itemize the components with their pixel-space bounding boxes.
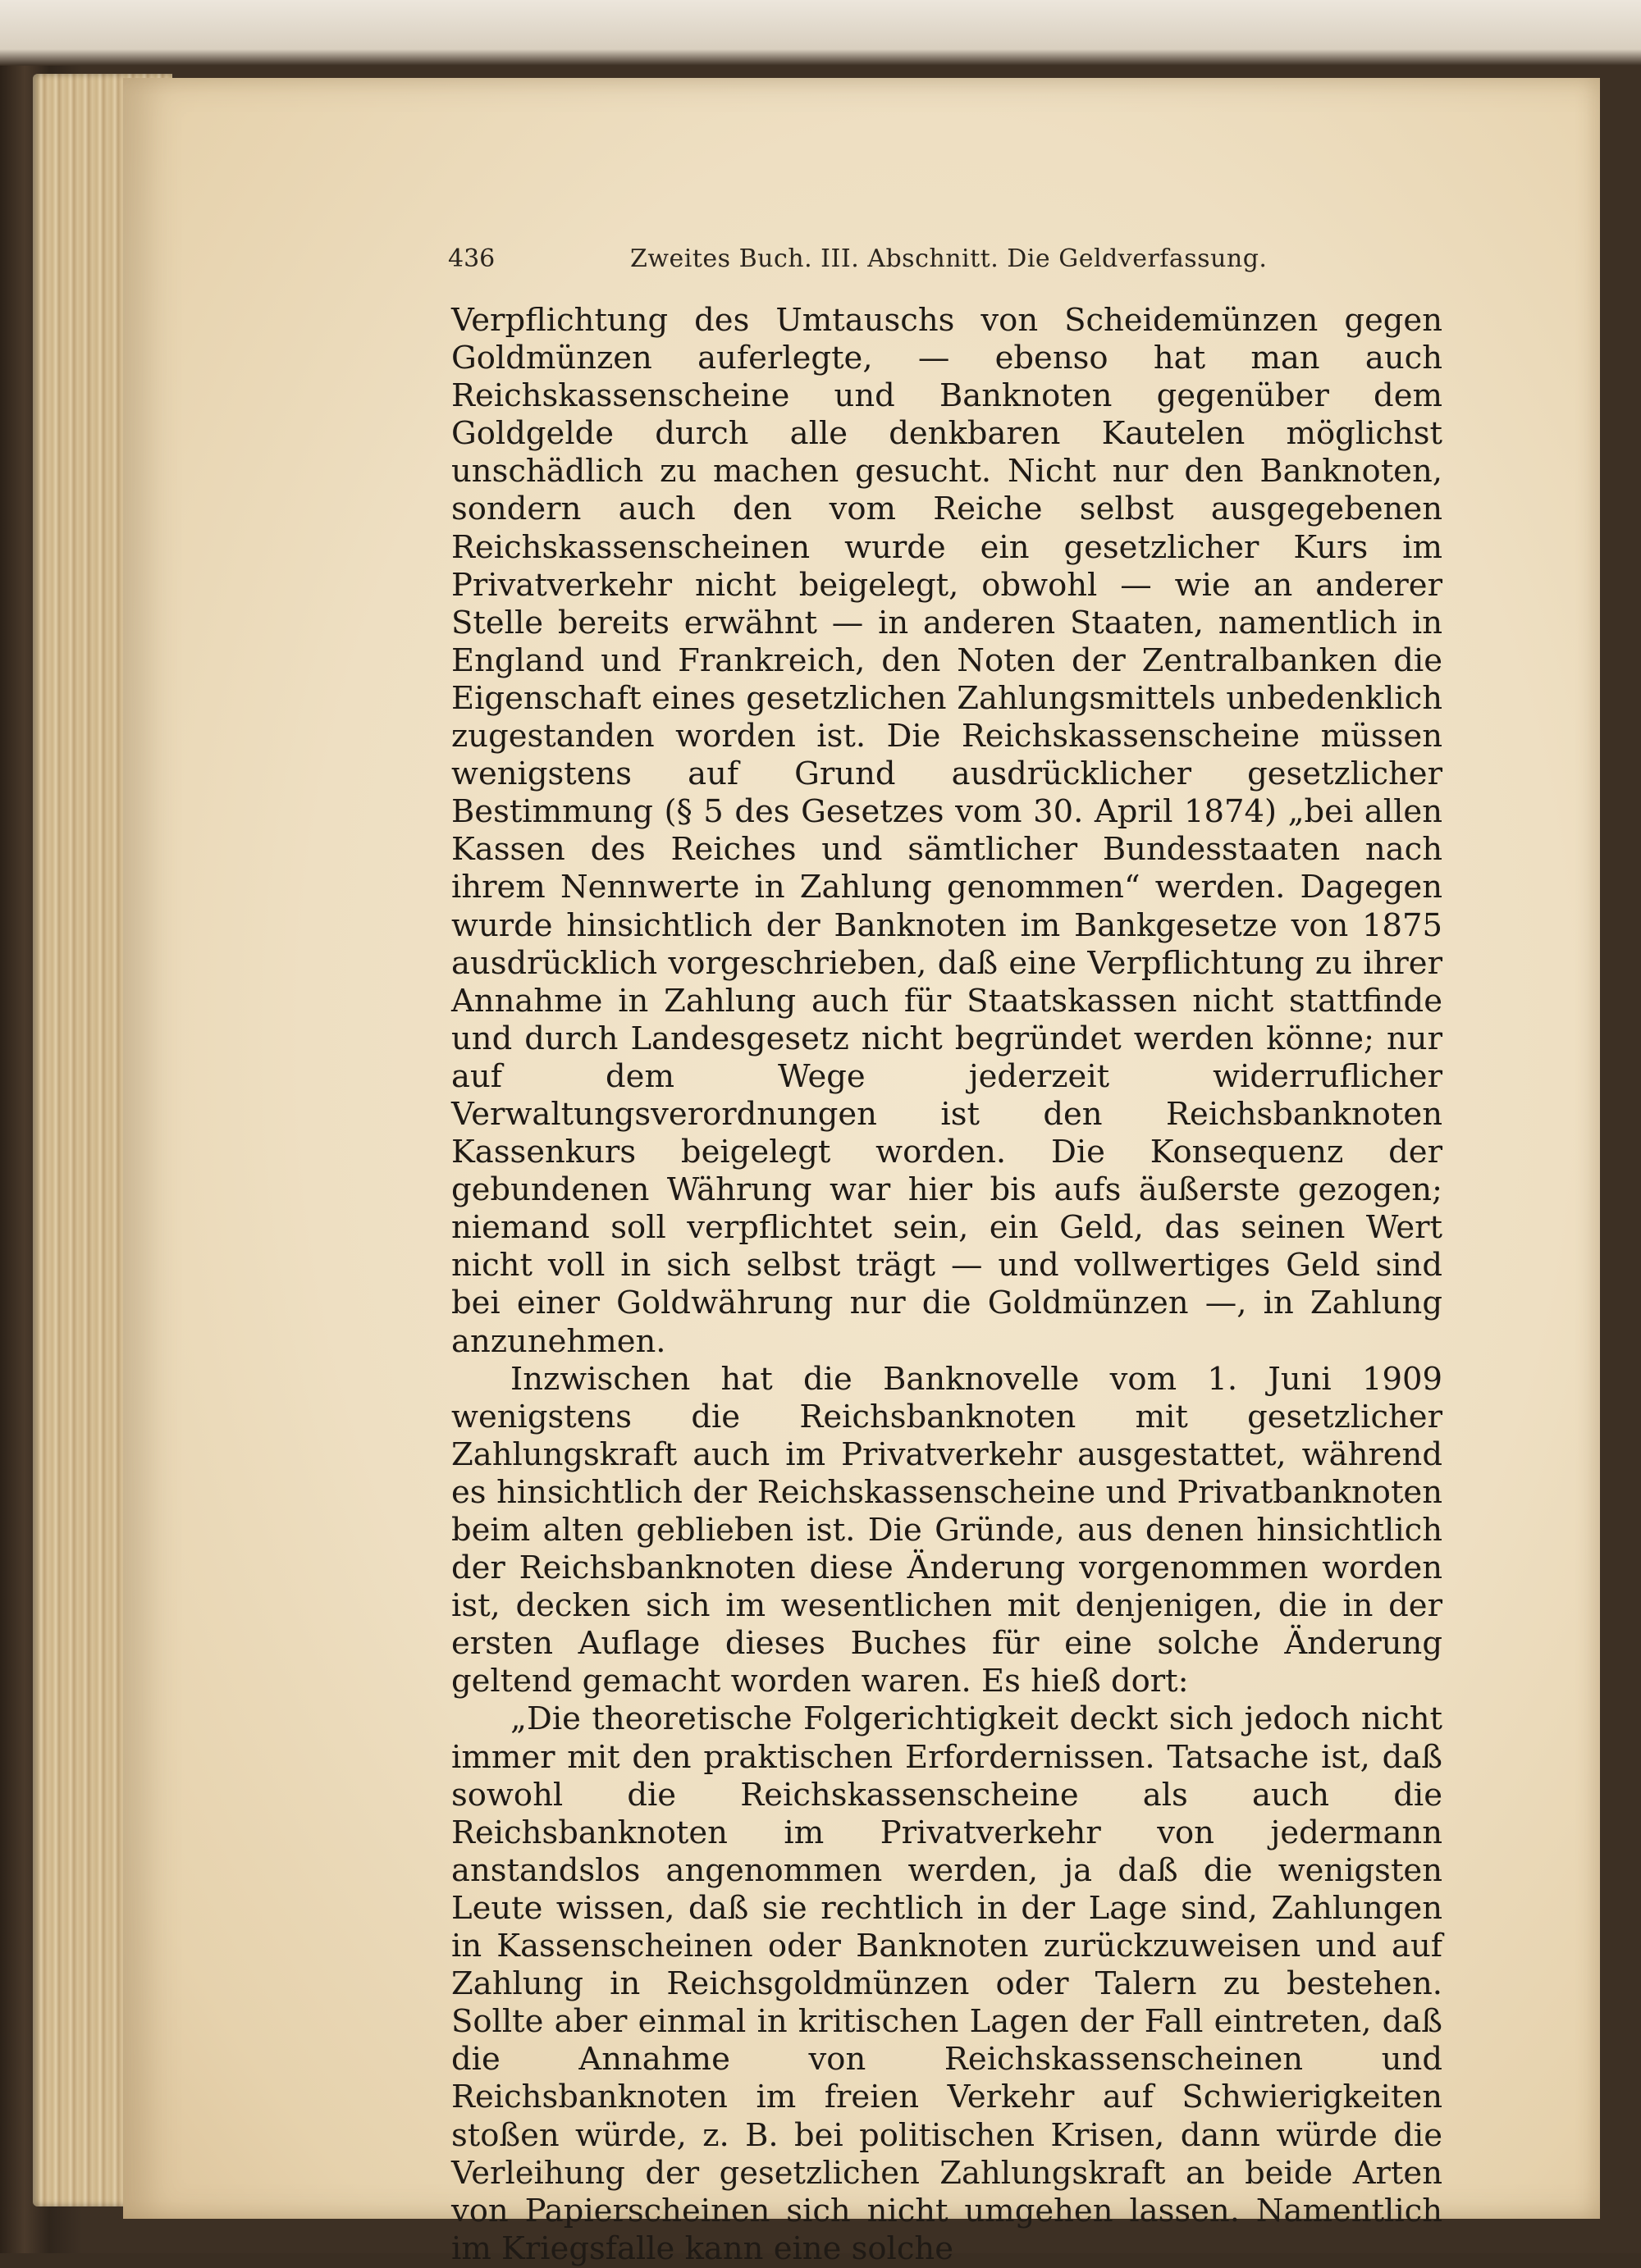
paragraph-3-quotation: „Die theoretische Folgerichtigkeit deckt sich jedoch nicht immer mit den praktischen Erfordernissen. Tatsache ist, daß sowohl die Reichskassenscheine als auch die Reichsbanknoten im Privatverkehr von jedermann anstandslos angenommen werden, ja daß die wenigsten Leute wissen, daß sie rechtlich in der Lage sind, Zahlungen in Kassenscheinen oder Banknoten zurückzuweisen und auf Zahlung in Reichsgoldmünzen oder Talern zu bestehen. Sollte aber einmal in kritischen Lagen der Fall eintreten, daß die Annahme von Reichskassenscheinen und Reichsbanknoten im freien Verkehr auf Schwierigkeiten stoßen würde, z. B. bei politischen Krisen, dann würde die Verleihung der gesetzlichen Zahlungskraft an beide Arten von Papierscheinen sich nicht umgehen lassen. Namentlich im Kriegsfalle kann eine solche xyxy=(451,1700,1442,2267)
paragraph-2: Inzwischen hat die Banknovelle vom 1. Juni 1909 wenigstens die Reichsbanknoten mit gesetzlicher Zahlungskraft auch im Privatverkehr ausgestattet, während es hinsichtlich der Reichskassenscheine und Privatbanknoten beim alten geblieben ist. Die Gründe, aus denen hinsichtlich der Reichsbanknoten diese Änderung vorgenommen worden ist, decken sich im wesentlichen mit denjenigen, die in der ersten Auflage dieses Buches für eine solche Änderung geltend gemacht worden waren. Es hieß dort: xyxy=(451,1360,1442,1700)
running-title: Zweites Buch. III. Abschnitt. Die Geldverfassung. xyxy=(630,244,1268,273)
body-text xyxy=(451,302,1442,2268)
background-top xyxy=(0,0,1641,66)
paragraph-1: Verpflichtung des Umtauschs von Scheidemünzen gegen Goldmünzen auferlegte, — ebenso hat man auch Reichskassenscheine und Banknoten gegenüber dem Goldgelde durch alle denkbaren Kautelen möglichst unschädlich zu machen gesucht. Nicht nur den Banknoten, sondern auch den vom Reiche selbst ausgegebenen Reichskassenscheinen wurde ein gesetzlicher Kurs im Privatverkehr nicht beigelegt, obwohl — wie an anderer Stelle bereits erwähnt — in anderen Staaten, namentlich in England und Frankreich, den Noten der Zentralbanken die Eigenschaft eines gesetzlichen Zahlungsmittels unbedenklich zugestanden worden ist. Die Reichskassenscheine müssen wenigstens auf Grund ausdrücklicher gesetzlicher Bestimmung (§ 5 des Gesetzes vom 30. April 1874) „bei allen Kassen des Reiches und sämtlicher Bundesstaaten nach ihrem Nennwerte in Zahlung genommen“ werden. Dagegen wurde hinsichtlich der Banknoten im Bankgesetze von 1875 ausdrücklich vorgeschrieben, daß eine Verpflichtung zu ihrer Annahme in Zahlung auch für Staatskassen nicht stattfinde und durch Landesgesetz nicht begründet werden könne; nur auf dem Wege jederzeit widerruflicher Verwaltungsverordnungen ist den Reichsbanknoten Kassenkurs beigelegt worden. Die Konsequenz der gebundenen Währung war hier bis aufs äußerste gezogen; niemand soll verpflichtet sein, ein Geld, das seinen Wert nicht voll in sich selbst trägt — und vollwertiges Geld sind bei einer Goldwährung nur die Goldmünzen —, in Zahlung anzunehmen. xyxy=(451,302,1442,1360)
running-head xyxy=(448,243,1285,276)
page-number: 436 xyxy=(448,244,496,273)
